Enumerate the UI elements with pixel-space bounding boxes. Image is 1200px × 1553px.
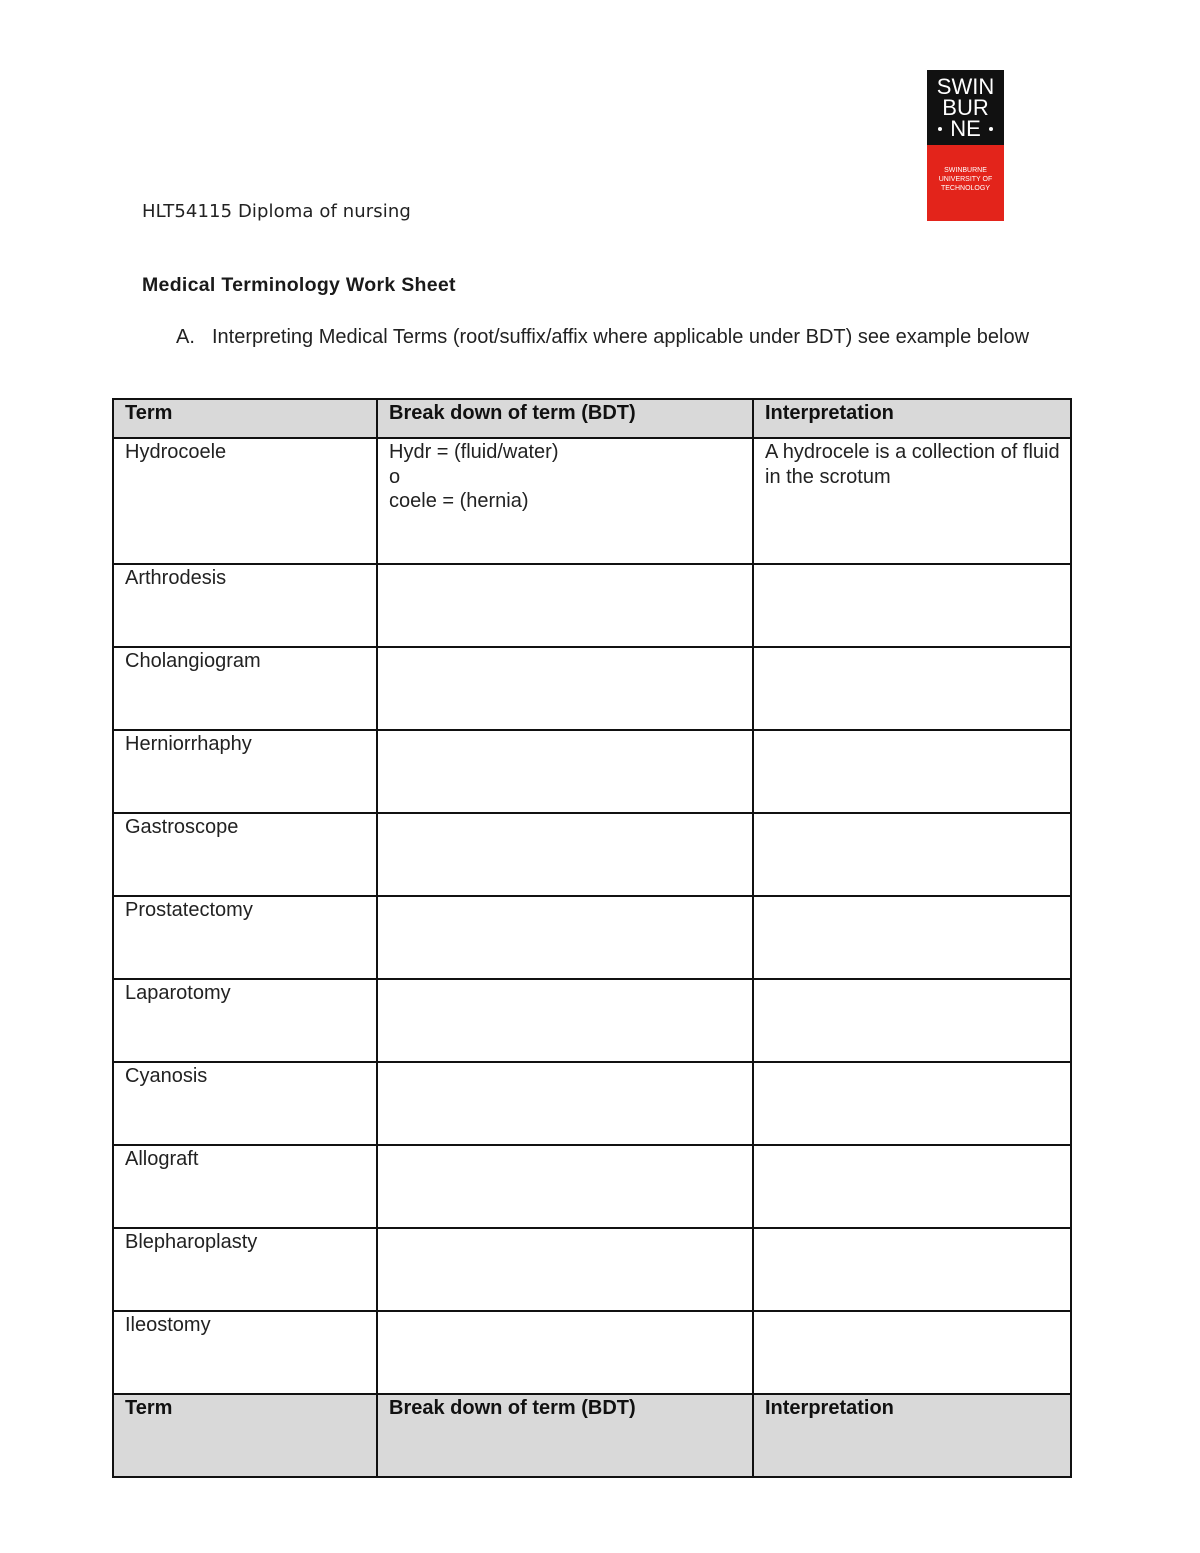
table-row bbox=[113, 979, 1071, 1062]
logo-line-3: NE bbox=[950, 116, 981, 141]
column-header-bdt: Break down of term (BDT) bbox=[377, 399, 753, 438]
logo-sub-3: TECHNOLOGY bbox=[940, 185, 991, 192]
interpretation-cell[interactable] bbox=[753, 1062, 1071, 1145]
bdt-cell[interactable] bbox=[377, 1145, 753, 1228]
term-cell: Blepharoplasty bbox=[113, 1228, 377, 1311]
interpretation-cell[interactable] bbox=[753, 979, 1071, 1062]
term-cell: Prostatectomy bbox=[113, 896, 377, 979]
course-code: HLT54115 Diploma of nursing bbox=[142, 201, 411, 222]
interpretation-cell[interactable] bbox=[753, 647, 1071, 730]
interpretation-cell[interactable] bbox=[753, 1311, 1071, 1394]
logo-sub-2: UNIVERSITY OF bbox=[938, 176, 993, 183]
table-row bbox=[113, 564, 1071, 647]
logo-sub-1: SWINBURNE bbox=[944, 167, 987, 174]
term-cell: Gastroscope bbox=[113, 813, 377, 896]
term-cell: Laparotomy bbox=[113, 979, 377, 1062]
example-bdt-line: Hydr = (fluid/water) bbox=[389, 441, 559, 463]
footer-header-term: Term bbox=[113, 1394, 377, 1477]
interpretation-cell[interactable] bbox=[753, 730, 1071, 813]
bdt-cell[interactable] bbox=[377, 730, 753, 813]
bdt-cell[interactable] bbox=[377, 1062, 753, 1145]
term-cell: Ileostomy bbox=[113, 1311, 377, 1394]
table-row bbox=[113, 896, 1071, 979]
term-cell: Herniorrhaphy bbox=[113, 730, 377, 813]
bdt-cell[interactable] bbox=[377, 564, 753, 647]
instruction-item bbox=[176, 323, 1056, 351]
example-row bbox=[113, 438, 1071, 564]
bdt-cell[interactable] bbox=[377, 896, 753, 979]
terminology-table bbox=[112, 398, 1072, 1478]
footer-header-interpretation: Interpretation bbox=[753, 1394, 1071, 1477]
table-row bbox=[113, 813, 1071, 896]
interpretation-cell[interactable] bbox=[753, 1145, 1071, 1228]
table-row bbox=[113, 1145, 1071, 1228]
table-footer-row bbox=[113, 1394, 1071, 1477]
interpretation-cell[interactable] bbox=[753, 896, 1071, 979]
table-row bbox=[113, 1062, 1071, 1145]
logo-line-1: SWIN bbox=[936, 74, 995, 99]
table-row bbox=[113, 730, 1071, 813]
interpretation-cell[interactable] bbox=[753, 813, 1071, 896]
bdt-cell[interactable] bbox=[377, 813, 753, 896]
footer-header-bdt: Break down of term (BDT) bbox=[377, 1394, 753, 1477]
table-row bbox=[113, 1228, 1071, 1311]
table-row bbox=[113, 1311, 1071, 1394]
example-bdt-line: coele = (hernia) bbox=[389, 490, 529, 512]
example-term: Hydrocoele bbox=[113, 438, 377, 564]
worksheet-title: Medical Terminology Work Sheet bbox=[142, 274, 456, 296]
bdt-cell[interactable] bbox=[377, 1311, 753, 1394]
table-row bbox=[113, 647, 1071, 730]
column-header-term: Term bbox=[113, 399, 377, 438]
swinburne-logo bbox=[927, 70, 1004, 221]
term-cell: Allograft bbox=[113, 1145, 377, 1228]
term-cell: Cyanosis bbox=[113, 1062, 377, 1145]
logo-line-2: BUR bbox=[942, 95, 989, 120]
interpretation-cell[interactable] bbox=[753, 564, 1071, 647]
example-bdt-line: o bbox=[389, 465, 401, 488]
table-header-row bbox=[113, 399, 1071, 438]
instruction-text: Interpreting Medical Terms (root/suffix/affix where applicable under BDT) see example below bbox=[212, 326, 1030, 348]
example-interpretation: A hydrocele is a collection of fluid in the scrotum bbox=[753, 438, 1071, 564]
list-marker: A. bbox=[176, 326, 195, 348]
bdt-cell[interactable] bbox=[377, 979, 753, 1062]
bdt-cell[interactable] bbox=[377, 647, 753, 730]
bdt-cell[interactable] bbox=[377, 1228, 753, 1311]
example-bdt bbox=[377, 438, 753, 564]
column-header-interpretation: Interpretation bbox=[753, 399, 1071, 438]
interpretation-cell[interactable] bbox=[753, 1228, 1071, 1311]
term-cell: Arthrodesis bbox=[113, 564, 377, 647]
term-cell: Cholangiogram bbox=[113, 647, 377, 730]
